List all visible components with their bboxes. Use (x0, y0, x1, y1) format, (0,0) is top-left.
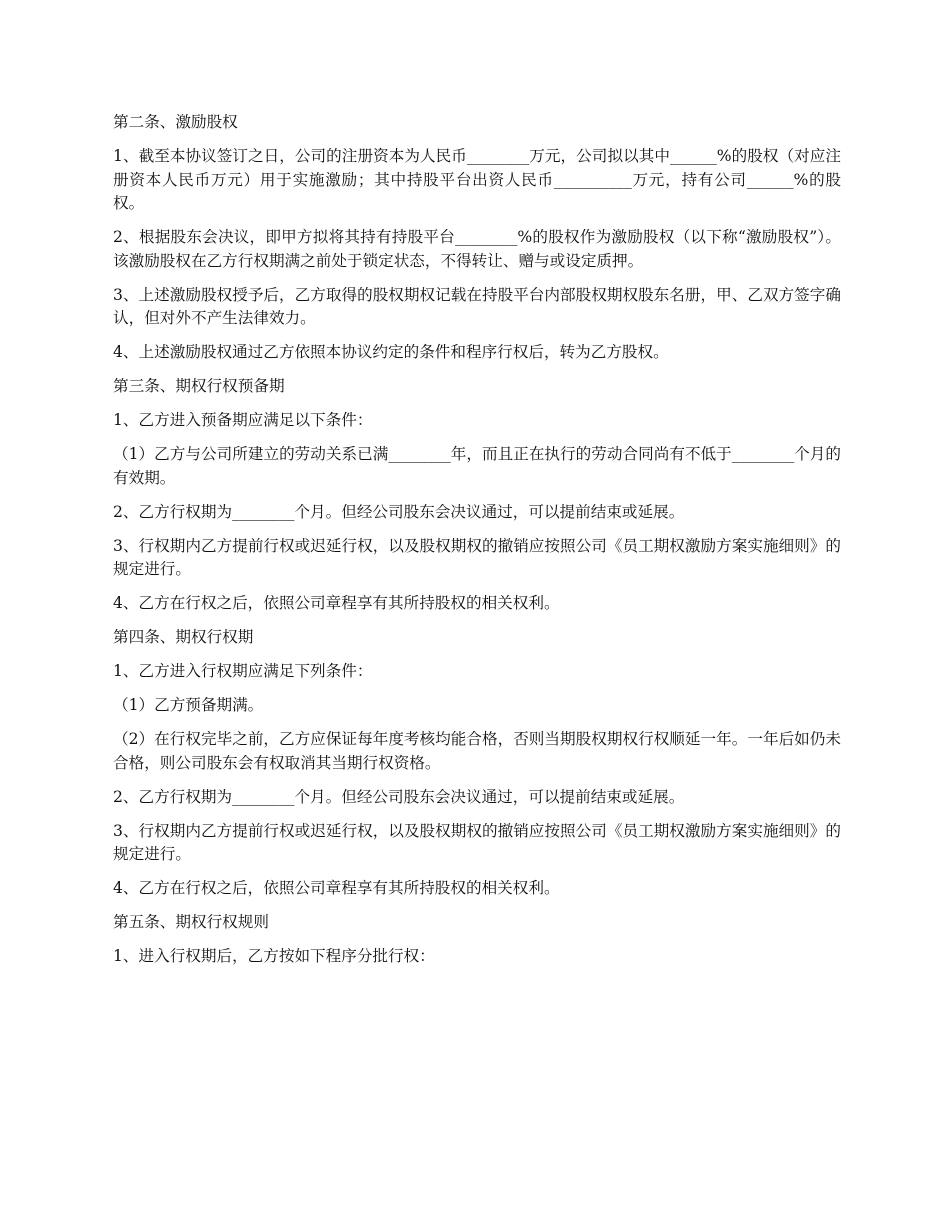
article-5-heading: 第五条、期权行权规则 (113, 913, 269, 931)
article-2-heading: 第二条、激励股权 (113, 113, 238, 131)
article-4-clause-1-item-2: （2）在行权完毕之前，乙方应保证每年度考核均能合格，否则当期股权期权行权顺延一年。一年后如仍未合格，则公司股东会有权取消其当期行权资格。 (113, 730, 842, 772)
article-4-clause-4: 4、乙方在行权之后，依照公司章程享有其所持股权的相关权利。 (113, 879, 560, 897)
article-2-clause-3: 3、上述激励股权授予后，乙方取得的股权期权记载在持股平台内部股权期权股东名册，甲、乙双方签字确认，但对外不产生法律效力。 (113, 285, 841, 327)
article-3-clause-3: 3、行权期内乙方提前行权或迟延行权，以及股权期权的撤销应按照公司《员工期权激励方案实施细则》的规定进行。 (113, 536, 841, 578)
article-4-heading: 第四条、期权行权期 (113, 628, 254, 646)
article-2-clause-1: 1、截至本协议签订之日，公司的注册资本为人民币________万元，公司拟以其中______%的股权（对应注册资本人民币万元）用于实施激励；其中持股平台出资人民币__________万元，持有公司______%的股权。 (113, 147, 841, 212)
article-5-clause-1: 1、进入行权期后，乙方按如下程序分批行权： (113, 947, 435, 965)
article-2-clause-4: 4、上述激励股权通过乙方依照本协议约定的条件和程序行权后，转为乙方股权。 (113, 343, 669, 361)
article-3-clause-1: 1、乙方进入预备期应满足以下条件： (113, 411, 373, 429)
article-3-clause-1-item-1: （1）乙方与公司所建立的劳动关系已满________年，而且正在执行的劳动合同尚有不低于________个月的有效期。 (113, 445, 841, 487)
article-3-clause-2: 2、乙方行权期为________个月。但经公司股东会决议通过，可以提前结束或延展。 (113, 502, 685, 521)
article-4-clause-2: 2、乙方行权期为________个月。但经公司股东会决议通过，可以提前结束或延展。 (113, 787, 685, 806)
article-4-clause-1: 1、乙方进入行权期应满足下列条件： (113, 662, 373, 680)
article-3-heading: 第三条、期权行权预备期 (113, 377, 285, 395)
article-3-clause-4: 4、乙方在行权之后，依照公司章程享有其所持股权的相关权利。 (113, 594, 560, 612)
article-2-clause-2: 2、根据股东会决议，即甲方拟将其持有持股平台________%的股权作为激励股权（以下称“激励股权”）。该激励股权在乙方行权期满之前处于锁定状态，不得转让、赠与或设定质押。 (113, 228, 841, 270)
article-4-clause-3: 3、行权期内乙方提前行权或迟延行权，以及股权期权的撤销应按照公司《员工期权激励方案实施细则》的规定进行。 (113, 821, 841, 863)
article-4-clause-1-item-1: （1）乙方预备期满。 (113, 696, 264, 714)
document-body (113, 111, 841, 979)
